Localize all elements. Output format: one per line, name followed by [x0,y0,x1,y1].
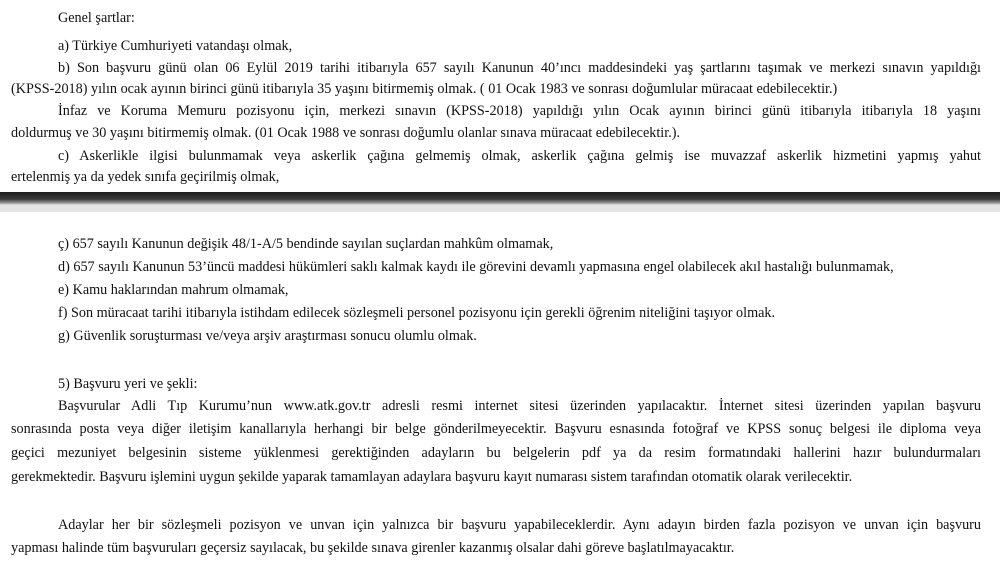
page-break [0,192,1000,212]
application-paragraph-line-1: Başvurular Adli Tıp Kurumu’nun www.atk.gov.tr adresli resmi internet sitesi üzerinden yapılacaktır. İnternet sitesi üzerinden yapılan başvuru [58,398,981,414]
condition-f: f) Son müracaat tarihi itibarıyla istihdam edilecek sözleşmeli personel pozisyonu için gerekli öğrenim niteliğini taşıyor olmak. [58,305,776,321]
condition-c-line-2: ertelenmiş ya da yedek sınıfa geçirilmiş olmak, [11,169,280,185]
condition-g: g) Güvenlik soruşturması ve/veya arşiv araştırması sonucu olumlu olmak. [58,328,477,344]
condition-b-line-4: doldurmuş ve 30 yaşını bitirmemiş olmak. (01 Ocak 1988 ve sonrası doğumlu olanlar sınava müracaat edebilecektir.). [11,125,681,141]
document-page-top [0,0,1000,192]
condition-a: a) Türkiye Cumhuriyeti vatandaşı olmak, [58,38,293,54]
condition-b-line-1: b) Son başvuru günü olan 06 Eylül 2019 tarihi itibarıyla 657 sayılı Kanunun 40’ıncı maddesindeki yaş şartlarını taşımak ve merkezi sınavın yapıldığı [58,60,981,76]
single-application-paragraph-line-1: Adaylar her bir sözleşmeli pozisyon ve unvan için yalnızca bir başvuru yapabileceklerdir. Aynı adayın birden fazla pozisyon ve unvan için başvuru [58,517,981,533]
application-paragraph-line-4: gerekmektedir. Başvuru işlemini uygun şekilde yaparak tamamlayan adaylara başvuru kayıt numarası sistem tarafından otomatik olarak verilecektir. [11,469,853,485]
general-conditions-heading: Genel şartlar: [58,10,135,26]
condition-cc: ç) 657 sayılı Kanunun değişik 48/1-A/5 bendinde sayılan suçlardan mahkûm olmamak, [58,236,554,252]
page-break-shadow [0,192,1000,205]
application-paragraph-line-2: sonrasında posta veya diğer iletişim kanallarıyla herhangi bir belge gönderilmeyecektir. Başvuru esnasında fotoğraf ve KPSS sonuç belgesi ile diploma veya [11,421,981,437]
section-5-heading: 5) Başvuru yeri ve şekli: [58,376,198,392]
condition-e: e) Kamu haklarından mahrum olmamak, [58,282,289,298]
condition-b-line-2: (KPSS-2018) yılın ocak ayının birinci günü itibarıyla 35 yaşını bitirmemiş olmak. ( 01 Ocak 1983 ve sonrası doğumlular müracaat edebilecektir.) [11,81,838,97]
application-paragraph-line-3: geçici mezuniyet belgesinin sisteme yüklenmesi gerektiğinden adayların bu belgelerin pdf ya da resim formatındaki hallerini hazır bulundurmaları [11,445,981,461]
single-application-paragraph-line-2: yapması halinde tüm başvuruları geçersiz sayılacak, bu şekilde sınava girenler kazanmış olsalar dahi göreve başlatılmayacaktır. [11,540,735,556]
document-page-bottom [0,212,1000,573]
condition-c-line-1: c) Askerlikle ilgisi bulunmamak veya askerlik çağına gelmemiş olmak, askerlik çağına gelmiş ise muvazzaf askerlik hizmetini yapmış yahut [58,148,981,164]
condition-d: d) 657 sayılı Kanunun 53’üncü maddesi hükümleri saklı kalmak kaydı ile görevini devamlı yapmasına engel olabilecek akıl hastalığı bulunmamak, [58,259,894,275]
condition-b-line-3: İnfaz ve Koruma Memuru pozisyonu için, merkezi sınavın (KPSS-2018) yapıldığı yılın Ocak ayının birinci günü itibarıyla itibarıyla 18 yaşını [58,103,981,119]
